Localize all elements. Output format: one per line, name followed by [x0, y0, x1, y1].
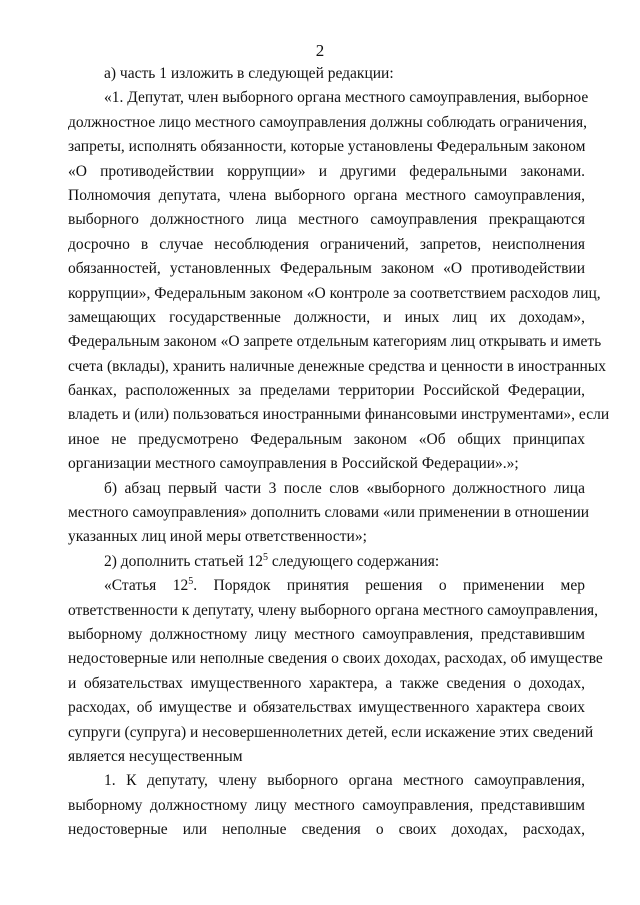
text-line: запреты, исполнять обязанности, которые установлены Федеральным законом — [68, 138, 586, 156]
text-line: замещающих государственные должности, и иных лиц их доходам», — [68, 308, 585, 326]
text-segment: 2) дополнить статьей 12 — [104, 552, 264, 570]
text-line: недостоверные или неполные сведения о своих доходах, расходах, об имуществе — [68, 650, 603, 668]
superscript-number: 5 — [188, 576, 194, 588]
text-line: а) часть 1 изложить в следующей редакции: — [104, 65, 394, 82]
text-line: выборного должностного лица местного самоуправления прекращаются — [68, 211, 585, 229]
text-segment: «Статья 12 — [104, 577, 189, 595]
page-number: 2 — [315, 41, 325, 60]
text-line: должностное лицо местного самоуправления должны соблюдать ограничения, — [68, 113, 587, 131]
text-line: указанных лиц иной меры ответственности»; — [68, 528, 367, 546]
text-line: обязанностей, установленных Федеральным законом «О противодействии — [68, 260, 585, 278]
text-line: и обязательствах имущественного характера, а также сведения о доходах, — [68, 674, 585, 692]
text-line: 1. К депутату, члену выборного органа местного самоуправления, — [104, 772, 585, 790]
text-line: «1. Депутат, член выборного органа местного самоуправления, выборное — [104, 89, 589, 107]
text-line: досрочно в случае несоблюдения ограничений, запретов, неисполнения — [68, 235, 585, 253]
text-line: недостоверные или неполные сведения о своих доходах, расходах, — [68, 821, 585, 839]
text-line: расходах, об имуществе и обязательствах имущественного характера своих — [68, 699, 585, 717]
text-line: Полномочия депутата, члена выборного органа местного самоуправления, — [68, 186, 585, 204]
text-line: владеть и (или) пользоваться иностранными финансовыми инструментами», если — [68, 406, 610, 424]
document-body — [68, 62, 610, 843]
text-line: ответственности к депутату, члену выборного органа местного самоуправления, — [68, 601, 599, 619]
text-segment: . Порядок принятия решения о применении мер — [193, 577, 585, 595]
text-line: выборному должностному лицу местного самоуправления, представившим — [68, 796, 585, 814]
text-line: местного самоуправления» дополнить словами «или применении в отношении — [68, 504, 590, 522]
text-line: б) абзац первый части 3 после слов «выборного должностного лица — [104, 479, 585, 497]
text-line — [68, 574, 585, 598]
text-line: «О противодействии коррупции» и другими федеральными законами. — [68, 162, 585, 180]
text-line: счета (вклады), хранить наличные денежные средства и ценности в иностранных — [68, 357, 606, 375]
text-line — [68, 550, 585, 574]
superscript-number: 5 — [263, 551, 269, 563]
text-line: является несущественным — [68, 747, 243, 765]
text-segment: следующего содержания: — [268, 552, 440, 570]
text-line: Федеральным законом «О запрете отдельным категориям лиц открывать и иметь — [68, 333, 602, 351]
text-line: коррупции», Федеральным законом «О контроле за соответствием расходов лиц, — [68, 284, 601, 302]
text-line: супруги (супруга) и несовершеннолетних детей, если искажение этих сведений — [68, 723, 594, 741]
text-line: организации местного самоуправления в Российской Федерации».»; — [68, 455, 519, 473]
text-line: выборному должностному лицу местного самоуправления, представившим — [68, 625, 585, 643]
text-line: банках, расположенных за пределами территории Российской Федерации, — [68, 382, 585, 400]
text-line: иное не предусмотрено Федеральным законом «Об общих принципах — [68, 430, 585, 448]
